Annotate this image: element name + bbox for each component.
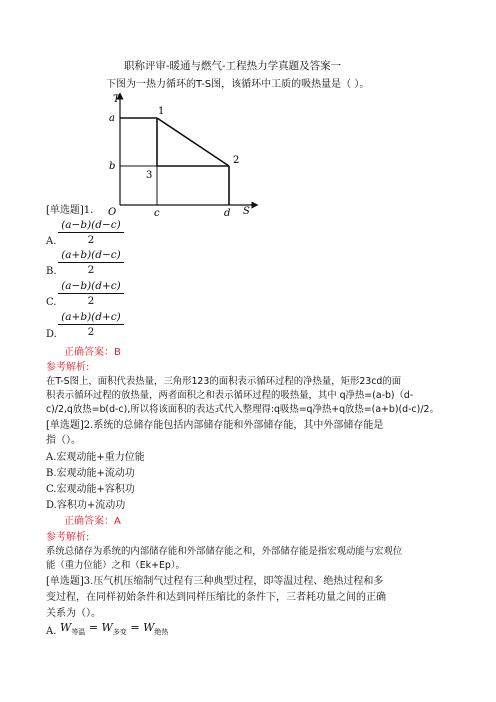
subscript-polytropic: 多变 [112, 628, 127, 637]
q1-option-d-numerator: (a+b)(d+c) [61, 311, 121, 323]
q2-option-d[interactable]: D.容积功+流动功 [46, 500, 126, 511]
q2-answer: 正确答案：A [64, 516, 121, 527]
q3-stem-line: 关系为（）。 [46, 608, 101, 619]
question-intro: 下图为一热力循环的T-S图，该循环中工质的吸热量是（ ）。 [106, 79, 370, 90]
q1-label: [单选题]1. [46, 205, 94, 216]
x-label-d: d [224, 208, 231, 218]
q2-option-b[interactable]: B.宏观动能+流动功 [46, 468, 135, 479]
y-label-b: b [109, 161, 116, 172]
x-label-c: c [154, 208, 160, 218]
q1-analysis-line: 积表示循环过程的放热量，两者面积之和表示循环过程的吸热量，其中 q净热=(a-b)（d- [46, 390, 414, 401]
q1-option-b-letter: B. [46, 266, 57, 277]
origin-label: O [108, 207, 117, 218]
q2-analysis-line: 系统总储存为系统的内部储存能和外部储存能之和，外部储存能是指宏观动能与宏观位 [46, 546, 403, 557]
q1-analysis-line: 在T-S图上，面积代表热量，三角形123的面积表示循环过程的净热量，矩形23cd的面 [46, 376, 402, 387]
q1-option-c-letter: C. [46, 297, 57, 308]
q2-analysis-line: 能（重力位能）之和（Ek+Ep）。 [46, 560, 185, 571]
q1-option-b-denominator: 2 [87, 264, 95, 276]
equals-sign: = [130, 621, 140, 634]
work-symbol: W [101, 621, 113, 634]
q1-option-a-letter: A. [46, 236, 57, 247]
q1-option-d-letter: D. [46, 329, 57, 340]
point-label-2: 2 [233, 155, 240, 166]
q1-option-d-denominator: 2 [87, 326, 95, 338]
q2-option-c[interactable]: C.宏观动能+容积功 [46, 484, 135, 495]
q3-option-a-letter: A. [46, 626, 57, 637]
q2-stem-line: [单选题]2.系统的总储存能包括内部储存能和外部储存能，其中外部储存能是 [46, 420, 384, 431]
q3-stem-line: [单选题]3.压气机压缩制气过程有三种典型过程，即等温过程、绝热过程和多 [46, 576, 384, 587]
q1-option-a-denominator: 2 [87, 234, 95, 246]
q3-option-a[interactable] [60, 621, 168, 637]
process-1-2 [157, 118, 229, 166]
equals-sign: = [88, 621, 99, 634]
axis-label-t: T [113, 94, 120, 105]
q1-option-c[interactable] [58, 280, 124, 307]
point-label-3: 3 [146, 170, 153, 181]
work-symbol: W [143, 621, 155, 634]
q1-option-b-numerator: (a+b)(d−c) [61, 249, 121, 261]
q2-stem-line: 指（）。 [46, 435, 81, 446]
q1-option-c-numerator: (a−b)(d+c) [61, 280, 121, 292]
q2-analysis-label: 参考解析: [46, 532, 90, 543]
work-symbol: W [60, 621, 72, 634]
document-title: 职称评审-暖通与燃气-工程热力学真题及答案一 [124, 60, 342, 72]
q1-analysis-line: c)/2,q放热=b(d-c),所以将该面积的表达式代入整理得:q吸热=q净热+q放热=(a+b)(d-c)/2。 [46, 404, 439, 415]
q3-stem-line: 变过程，在同样初始条件和达到同样压缩比的条件下，三者耗功量之间的正确 [46, 592, 386, 603]
q1-option-b[interactable] [58, 249, 124, 276]
y-label-a: a [109, 113, 115, 124]
point-label-1: 1 [158, 106, 165, 117]
q1-answer: 正确答案：B [64, 347, 121, 358]
q2-option-a[interactable]: A.宏观动能+重力位能 [46, 452, 145, 463]
q1-option-a-numerator: (a−b)(d−c) [61, 219, 121, 231]
q1-option-a[interactable] [58, 219, 124, 246]
q1-option-c-denominator: 2 [87, 295, 95, 307]
ts-diagram [100, 90, 260, 218]
subscript-isothermal: 等温 [71, 628, 86, 637]
q1-analysis-label: 参考解析: [46, 362, 90, 373]
axis-label-s: S [243, 206, 250, 217]
q1-option-d[interactable] [58, 311, 124, 338]
subscript-adiabatic: 绝热 [154, 628, 169, 637]
